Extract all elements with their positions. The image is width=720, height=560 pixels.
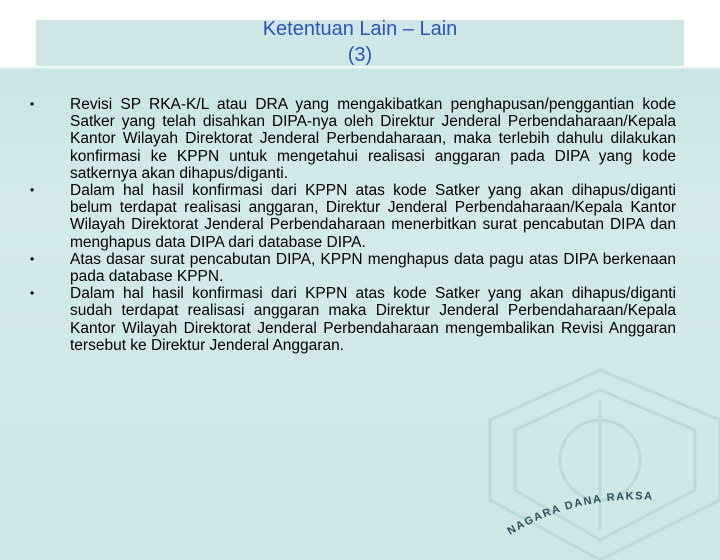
list-item: [26, 96, 676, 182]
list-item: [26, 285, 676, 354]
slide-title-line-1: Ketentuan Lain – Lain: [262, 18, 458, 40]
ministry-emblem-icon: [470, 360, 720, 560]
bullet-marker: •: [30, 286, 35, 301]
bullet-marker: •: [30, 183, 35, 198]
slide-title-line-2: (3): [347, 44, 373, 66]
bullet-list: [26, 96, 676, 354]
bullet-text: Dalam hal hasil konfirmasi dari KPPN atas kode Satker yang akan dihapus/diganti sudah terdapat realisasi anggaran maka Direktur Jenderal Perbendaharaan/Kepala Kantor Wilayah Direktorat Jenderal Perbendaharaan mengembalikan Revisi Anggaran tersebut ke Direktur Jenderal Anggaran.: [70, 285, 676, 354]
list-item: [26, 182, 676, 251]
watermark-motto: NAGARA DANA RAKSA: [505, 490, 654, 538]
bullet-text: Atas dasar surat pencabutan DIPA, KPPN menghapus data pagu atas DIPA berkenaan pada database KPPN.: [70, 250, 676, 286]
bullet-text: Revisi SP RKA-K/L atau DRA yang mengakibatkan penghapusan/penggantian kode Satker yang telah disahkan DIPA-nya oleh Direktur Jenderal Perbendaharaan/Kepala Kantor Wilayah Direktorat Jenderal Perbendaharaan, maka terlebih dahulu dilakukan konfirmasi ke KPPN untuk mengetahui realisasi anggaran pada DIPA yang kode satkernya akan dihapus/diganti.: [70, 96, 676, 182]
bullet-text: Dalam hal hasil konfirmasi dari KPPN atas kode Satker yang akan dihapus/diganti belum terdapat realisasi anggaran, Direktur Jenderal Perbendaharaan/Kepala Kantor Wilayah Direktorat Jenderal Perbendaharaan menerbitkan surat pencabutan DIPA dan menghapus data DIPA dari database DIPA.: [70, 182, 676, 251]
list-item: [26, 251, 676, 285]
slide-title: [36, 16, 684, 68]
bullet-marker: •: [30, 97, 35, 111]
bullet-marker: •: [30, 251, 35, 266]
